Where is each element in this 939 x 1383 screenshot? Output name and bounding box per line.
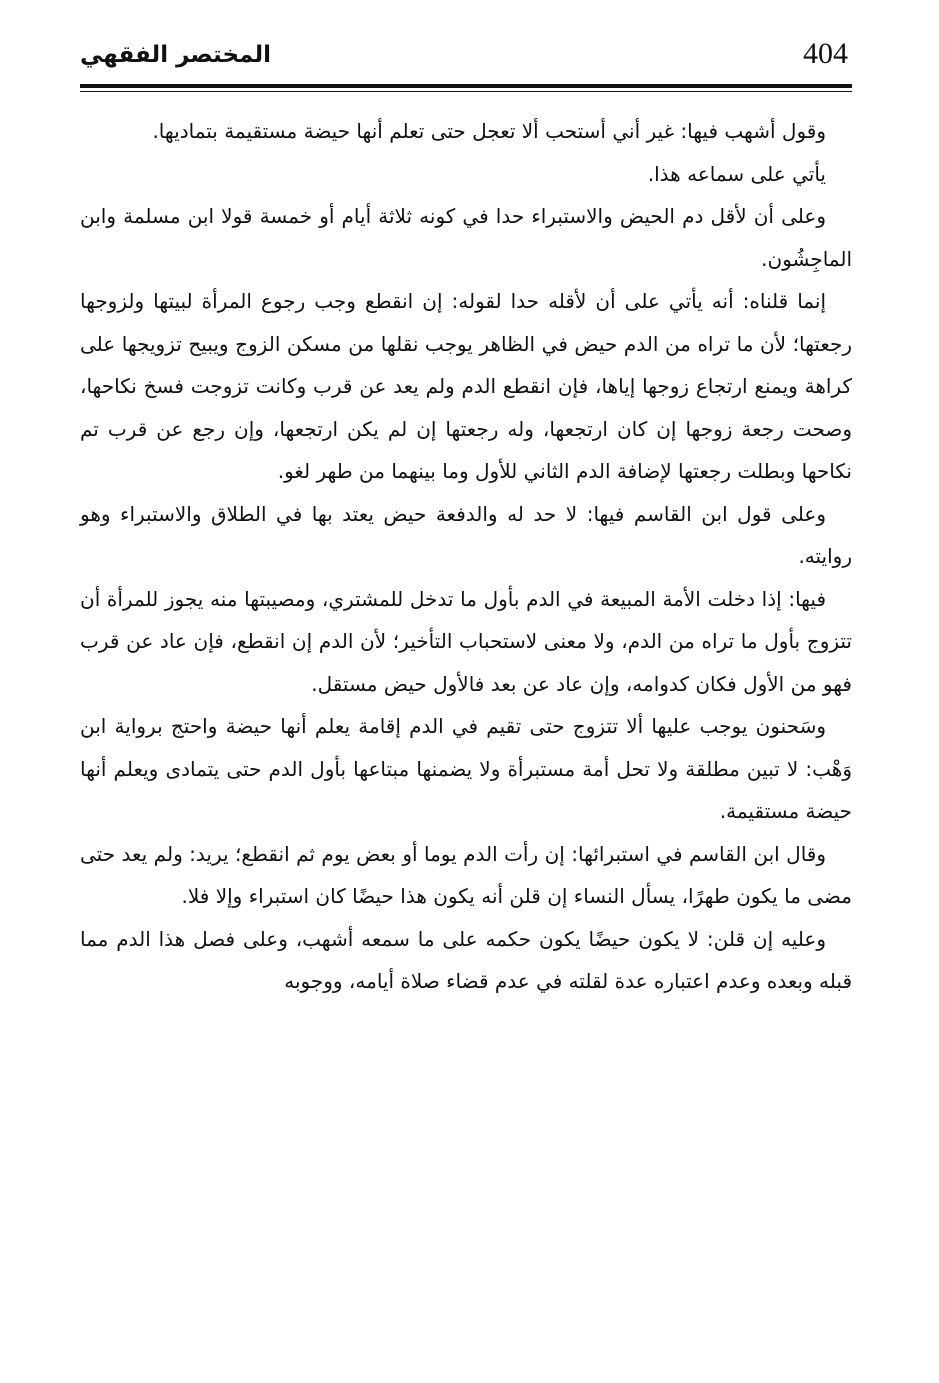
paragraph-1: وقول أشهب فيها: غير أني أستحب ألا تعجل حتى تعلم أنها حيضة مستقيمة بتماديها. — [152, 119, 826, 143]
header-rule-thin — [80, 91, 852, 92]
body-text — [80, 110, 852, 1003]
paragraph-4: إنما قلناه: أنه يأتي على أن لأقله حدا لقوله: إن انقطع وجب رجوع المرأة لبيتها ولزوجها رجعتها؛ لأن ما تراه من الدم حيض في الظاهر يوجب نقلها من مسكن الزوج ويبيح تزويجها على كراهة ويمنع ارتجاع زوجها إياها، فإن انقطع الدم ولم يعد عن قرب وكانت تزوجت فسخ نكاحها، وصحت رجعة زوجها إن كان ارتجعها، وله رجعتها إن لم يكن ارتجعها، وإن رجع عن قرب تم نكاحها وبطلت رجعتها لإضافة الدم الثاني للأول وما بينهما من طهر لغو. — [80, 289, 852, 483]
paragraph-2: يأتي على سماعه هذا. — [647, 161, 826, 186]
paragraph-8: وقال ابن القاسم في استبرائها: إن رأت الدم يوما أو بعض يوم ثم انقطع؛ يريد: ولم يعد حتى مضى ما يكون طهرًا، يسأل النساء إن قلن أنه يكون هذا حيضًا كان استبراء وإلا فلا. — [80, 841, 852, 908]
running-title: المختصر الفقهي — [80, 42, 271, 68]
paragraph-5: وعلى قول ابن القاسم فيها: لا حد له والدفعة حيض يعتد بها في الطلاق والاستبراء وهو روايته. — [80, 501, 852, 568]
paragraph-3: وعلى أن لأقل دم الحيض والاستبراء حدا في كونه ثلاثة أيام أو خمسة قولا ابن مسلمة وابن الماجِشُون. — [80, 204, 852, 271]
paragraph-9: وعليه إن قلن: لا يكون حيضًا يكون حكمه على ما سمعه أشهب، وعلى فصل هذا الدم مما قبله وبعده وعدم اعتباره عدة لقلته في عدم قضاء صلاة أيامه، ووجوبه — [80, 926, 852, 993]
paragraph-7: وسَحنون يوجب عليها ألا تتزوج حتى تقيم في الدم إقامة يعلم أنها حيضة واحتج برواية ابن وَهْب: لا تبين مطلقة ولا تحل أمة مستبرأة ولا يضمنها مبتاعها بأول الدم حتى يتمادى ويعلم أنها حيضة مستقيمة. — [80, 714, 852, 823]
header-rule-thick — [80, 84, 852, 88]
paragraph-6: فيها: إذا دخلت الأمة المبيعة في الدم بأول ما تدخل للمشتري، ومصيبتها منه يجوز للمرأة أن تتزوج بأول ما تراه من الدم، ولا معنى لاستحباب التأخير؛ لأن الدم إن انقطع، فإن عاد عن قرب فهو من الأول فكان كدوامه، وإن عاد عن بعد فالأول حيض مستقل. — [80, 586, 852, 696]
page-header — [80, 34, 852, 82]
page-number: 404 — [803, 37, 848, 70]
